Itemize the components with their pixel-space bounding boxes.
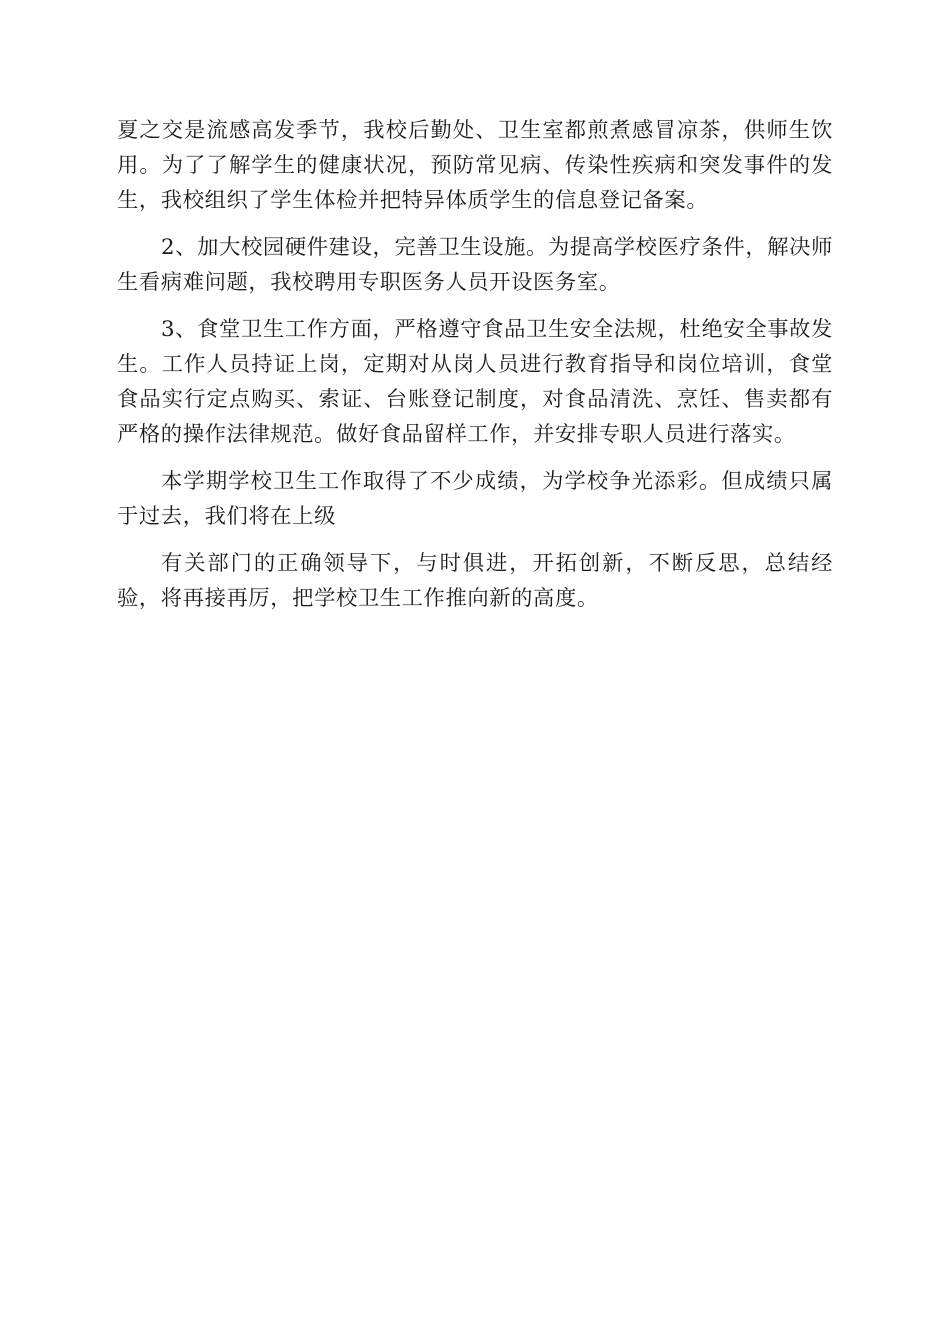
- document-body: [117, 113, 833, 628]
- paragraph-achievements: 本学期学校卫生工作取得了不少成绩，为学校争光添彩。但成绩只属于过去，我们将在上级: [117, 469, 833, 529]
- paragraph-canteen: 3、食堂卫生工作方面，严格遵守食品卫生安全法规，杜绝安全事故发生。工作人员持证上岗，定期对从岗人员进行教育指导和岗位培训，食堂食品实行定点购买、索证、台账登记制度，对食品清洗、烹饪、售卖都有严格的操作法律规范。做好食品留样工作，并安排专职人员进行落实。: [117, 317, 833, 447]
- paragraph-conclusion: 有关部门的正确领导下，与时俱进，开拓创新，不断反思，总结经验，将再接再厉，把学校卫生工作推向新的高度。: [117, 551, 833, 611]
- paragraph-continuation: 夏之交是流感高发季节，我校后勤处、卫生室都煎煮感冒凉茶，供师生饮用。为了了解学生的健康状况，预防常见病、传染性疾病和突发事件的发生，我校组织了学生体检并把特异体质学生的信息登记备案。: [117, 118, 833, 213]
- paragraph-hardware: 2、加大校园硬件建设，完善卫生设施。为提高学校医疗条件，解决师生看病难问题，我校聘用专职医务人员开设医务室。: [117, 235, 833, 295]
